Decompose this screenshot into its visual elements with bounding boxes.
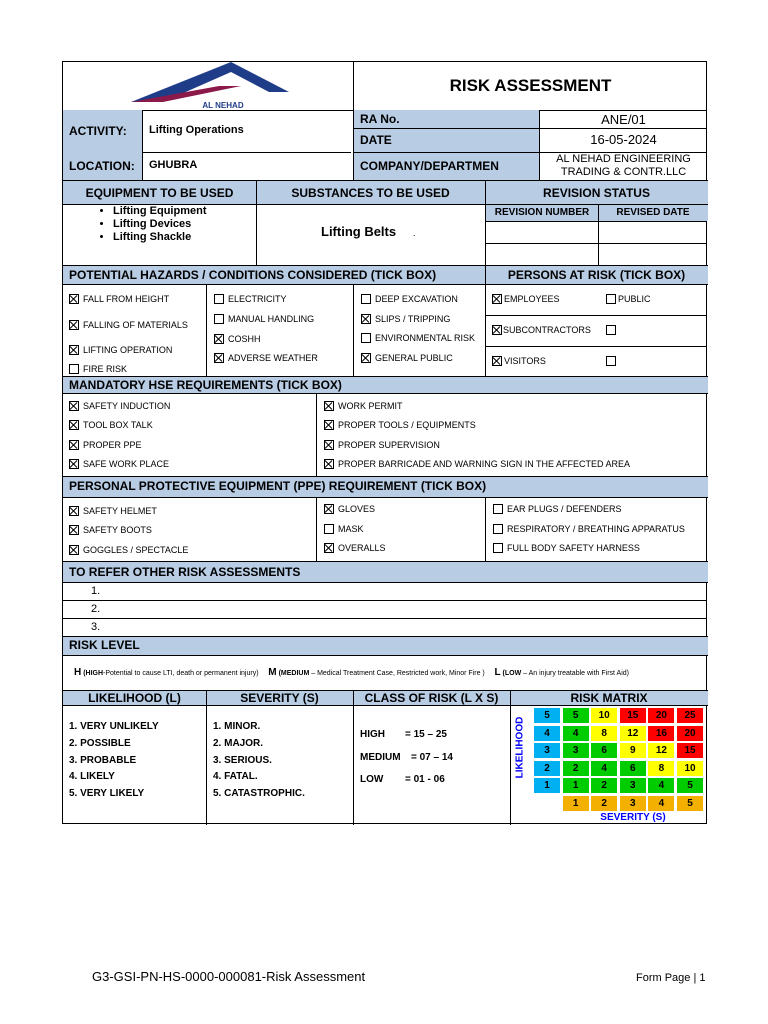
matrix-cell: 2	[562, 760, 590, 777]
company-label: COMPANY/DEPARTMEN	[360, 159, 499, 173]
person-checkbox-item[interactable]: EMPLOYEES	[492, 294, 560, 304]
matrix-cell: 8	[647, 760, 675, 777]
matrix-likelihood-cell: 3	[533, 742, 561, 759]
matrix-cell: 8	[590, 725, 618, 742]
matrix-cell: 9	[619, 742, 647, 759]
company-value-line1: AL NEHAD ENGINEERING	[556, 153, 691, 165]
ppe-checkbox-item[interactable]: MASK	[324, 524, 364, 534]
matrix-cell: 15	[676, 742, 704, 759]
checkbox[interactable]	[214, 334, 224, 344]
ra-no-value: ANE/01	[601, 112, 646, 127]
checkbox[interactable]	[492, 294, 502, 304]
matrix-likelihood-cell: 5	[533, 707, 561, 724]
likelihood-item: 3. PROBABLE	[69, 755, 137, 766]
matrix-cell: 3	[562, 742, 590, 759]
checkbox[interactable]	[492, 325, 502, 335]
revised-date-label: REVISED DATE	[616, 207, 690, 218]
checkbox[interactable]	[493, 524, 503, 534]
hazard-checkbox-item[interactable]: FIRE RISK	[69, 364, 127, 374]
risk-level-heading: RISK LEVEL	[69, 638, 140, 652]
refer-item: 1.	[91, 585, 101, 597]
mandatory-checkbox-item[interactable]: TOOL BOX TALK	[69, 420, 153, 430]
checkbox[interactable]	[361, 353, 371, 363]
matrix-cell: 16	[647, 725, 675, 742]
checkbox[interactable]	[69, 440, 79, 450]
severity-item: 4. FATAL.	[213, 771, 258, 782]
checkbox[interactable]	[69, 320, 79, 330]
class-range: = 07 – 14	[411, 752, 453, 763]
checkbox[interactable]	[324, 459, 334, 469]
checkbox[interactable]	[324, 420, 334, 430]
equipment-list	[91, 205, 206, 244]
matrix-y-axis-label: LIKELIHOOD	[514, 716, 526, 779]
company-value-line2: TRADING & CONTR.LLC	[560, 166, 687, 178]
ra-no-label: RA No.	[360, 112, 400, 126]
hazard-checkbox-item[interactable]: MANUAL HANDLING	[214, 314, 314, 324]
checkbox[interactable]	[361, 314, 371, 324]
company-logo	[123, 60, 291, 110]
risk-level-legend: H (HIGH-Potential to cause LTI, death or permanent injury) M (MEDIUM – Medical Treatment Case, Restricted work, Minor Fire ) L (LOW – An injury treatable with First Aid)	[74, 667, 629, 678]
matrix-cell: 2	[590, 777, 618, 794]
checkbox[interactable]	[493, 504, 503, 514]
substances-mark: .	[413, 228, 416, 238]
checkbox[interactable]	[69, 401, 79, 411]
mandatory-checkbox-item[interactable]: SAFETY INDUCTION	[69, 401, 170, 411]
matrix-heading: RISK MATRIX	[570, 691, 648, 705]
hazard-checkbox-item[interactable]: ADVERSE WEATHER	[214, 353, 318, 363]
activity-label: ACTIVITY:	[69, 124, 127, 138]
substances-value: Lifting Belts	[321, 224, 397, 239]
hazard-checkbox-item[interactable]: FALL FROM HEIGHT	[69, 294, 169, 304]
checkbox[interactable]	[69, 525, 79, 535]
checkbox[interactable]	[606, 294, 616, 304]
refer-item: 2.	[91, 603, 101, 615]
activity-value: Lifting Operations	[149, 124, 244, 136]
hazard-checkbox-item[interactable]: COSHH	[214, 334, 261, 344]
ppe-checkbox-item[interactable]: GOGGLES / SPECTACLE	[69, 545, 188, 555]
checkbox[interactable]	[69, 459, 79, 469]
matrix-cell: 5	[676, 777, 704, 794]
persons-heading: PERSONS AT RISK (TICK BOX)	[507, 268, 686, 282]
matrix-cell: 20	[647, 707, 675, 724]
person-checkbox-item[interactable]	[606, 356, 620, 366]
checkbox[interactable]	[214, 353, 224, 363]
location-label: LOCATION:	[69, 159, 135, 173]
matrix-cell: 10	[676, 760, 704, 777]
class-range: = 15 – 25	[405, 729, 447, 740]
class-name: HIGH	[360, 729, 385, 740]
severity-item: 1. MINOR.	[213, 721, 261, 732]
checkbox[interactable]	[324, 401, 334, 411]
matrix-cell: 4	[590, 760, 618, 777]
hazard-checkbox-item[interactable]: DEEP EXCAVATION	[361, 294, 458, 304]
matrix-cell: 3	[619, 777, 647, 794]
ppe-checkbox-item[interactable]: EAR PLUGS / DEFENDERS	[493, 504, 622, 514]
matrix-cell: 10	[590, 707, 618, 724]
checkbox[interactable]	[324, 440, 334, 450]
matrix-cell: 5	[562, 707, 590, 724]
person-checkbox-item[interactable]	[606, 325, 620, 335]
checkbox[interactable]	[214, 294, 224, 304]
equipment-item: • Lifting Shackle	[113, 231, 206, 244]
hazard-checkbox-item[interactable]: FALLING OF MATERIALS	[69, 320, 188, 330]
mandatory-heading: MANDATORY HSE REQUIREMENTS (TICK BOX)	[69, 378, 342, 392]
matrix-cell: 1	[562, 777, 590, 794]
checkbox[interactable]	[69, 364, 79, 374]
mandatory-checkbox-item[interactable]: SAFE WORK PLACE	[69, 459, 169, 469]
risk-matrix	[533, 707, 705, 812]
ppe-checkbox-item[interactable]: SAFETY BOOTS	[69, 525, 152, 535]
matrix-cell: 25	[676, 707, 704, 724]
severity-item: 3. SERIOUS.	[213, 755, 272, 766]
mandatory-checkbox-item[interactable]: PROPER TOOLS / EQUIPMENTS	[324, 420, 476, 430]
checkbox[interactable]	[324, 543, 334, 553]
logo-text: AL NEHAD	[202, 101, 244, 110]
checkbox[interactable]	[493, 543, 503, 553]
checkbox[interactable]	[606, 356, 616, 366]
footer-doc-ref: G3-GSI-PN-HS-0000-000081-Risk Assessment	[92, 969, 366, 984]
checkbox[interactable]	[69, 545, 79, 555]
likelihood-item: 1. VERY UNLIKELY	[69, 721, 159, 732]
revision-heading: REVISION STATUS	[543, 186, 650, 200]
substances-heading: SUBSTANCES TO BE USED	[291, 186, 450, 200]
refer-heading: TO REFER OTHER RISK ASSESSMENTS	[69, 565, 301, 579]
matrix-likelihood-cell: 1	[533, 777, 561, 794]
checkbox[interactable]	[69, 506, 79, 516]
ppe-heading: PERSONAL PROTECTIVE EQUIPMENT (PPE) REQUIREMENT (TICK BOX)	[69, 479, 487, 493]
matrix-cell: 15	[619, 707, 647, 724]
checkbox[interactable]	[492, 356, 502, 366]
likelihood-item: 5. VERY LIKELY	[69, 788, 145, 799]
mandatory-checkbox-item[interactable]: PROPER PPE	[69, 440, 142, 450]
hazards-heading: POTENTIAL HAZARDS / CONDITIONS CONSIDERED (TICK BOX)	[69, 268, 437, 282]
hazard-checkbox-item[interactable]: GENERAL PUBLIC	[361, 353, 453, 363]
severity-heading: SEVERITY (S)	[240, 691, 319, 705]
ppe-checkbox-item[interactable]: OVERALLS	[324, 543, 386, 553]
checkbox[interactable]	[606, 325, 616, 335]
date-value: 16-05-2024	[590, 132, 657, 147]
severity-item: 5. CATASTROPHIC.	[213, 788, 305, 799]
class-range: = 01 - 06	[405, 774, 445, 785]
checkbox[interactable]	[69, 345, 79, 355]
likelihood-item: 4. LIKELY	[69, 771, 115, 782]
checkbox[interactable]	[324, 504, 334, 514]
matrix-likelihood-cell: 2	[533, 760, 561, 777]
matrix-severity-cell: 1	[562, 795, 590, 812]
matrix-severity-cell: 5	[676, 795, 704, 812]
matrix-cell: 6	[590, 742, 618, 759]
hazard-checkbox-item[interactable]: SLIPS / TRIPPING	[361, 314, 450, 324]
mandatory-checkbox-item[interactable]: WORK PERMIT	[324, 401, 403, 411]
person-checkbox-item[interactable]: VISITORS	[492, 356, 546, 366]
date-label: DATE	[360, 133, 392, 147]
equipment-item: • Lifting Equipment	[113, 205, 206, 218]
class-heading: CLASS OF RISK (L X S)	[364, 691, 499, 705]
matrix-cell: 12	[647, 742, 675, 759]
footer-page: Form Page | 1	[636, 972, 706, 984]
matrix-severity-cell: 2	[590, 795, 618, 812]
checkbox[interactable]	[69, 420, 79, 430]
hazard-checkbox-item[interactable]: ENVIRONMENTAL RISK	[361, 333, 475, 343]
ppe-checkbox-item[interactable]: SAFETY HELMET	[69, 506, 157, 516]
checkbox[interactable]	[361, 333, 371, 343]
mandatory-checkbox-item[interactable]: PROPER BARRICADE AND WARNING SIGN IN THE AFFECTED AREA	[324, 459, 630, 469]
person-checkbox-item[interactable]: PUBLIC	[606, 294, 651, 304]
ppe-checkbox-item[interactable]: GLOVES	[324, 504, 375, 514]
location-value: GHUBRA	[149, 159, 198, 171]
equipment-heading: EQUIPMENT TO BE USED	[85, 186, 234, 200]
matrix-x-axis-label: SEVERITY (S)	[600, 812, 666, 823]
class-name: MEDIUM	[360, 752, 401, 763]
refer-item: 3.	[91, 621, 101, 633]
ppe-checkbox-item[interactable]: RESPIRATORY / BREATHING APPARATUS	[493, 524, 685, 534]
matrix-cell: 20	[676, 725, 704, 742]
matrix-cell: 4	[562, 725, 590, 742]
page-title: RISK ASSESSMENT	[449, 76, 612, 95]
matrix-severity-cell: 4	[647, 795, 675, 812]
mandatory-checkbox-item[interactable]: PROPER SUPERVISION	[324, 440, 440, 450]
hazard-checkbox-item[interactable]: LIFTING OPERATION	[69, 345, 172, 355]
matrix-cell: 4	[647, 777, 675, 794]
revision-number-label: REVISION NUMBER	[494, 207, 590, 218]
equipment-item: • Lifting Devices	[113, 218, 206, 231]
checkbox[interactable]	[324, 524, 334, 534]
person-checkbox-item[interactable]: SUBCONTRACTORS	[492, 325, 591, 335]
checkbox[interactable]	[69, 294, 79, 304]
class-name: LOW	[360, 774, 384, 785]
likelihood-heading: LIKELIHOOD (L)	[88, 691, 181, 705]
ppe-checkbox-item[interactable]: FULL BODY SAFETY HARNESS	[493, 543, 640, 553]
likelihood-item: 2. POSSIBLE	[69, 738, 131, 749]
matrix-cell: 12	[619, 725, 647, 742]
matrix-cell: 6	[619, 760, 647, 777]
hazard-checkbox-item[interactable]: ELECTRICITY	[214, 294, 287, 304]
checkbox[interactable]	[361, 294, 371, 304]
matrix-severity-cell: 3	[619, 795, 647, 812]
checkbox[interactable]	[214, 314, 224, 324]
severity-item: 2. MAJOR.	[213, 738, 264, 749]
risk-assessment-form	[62, 61, 707, 824]
matrix-likelihood-cell: 4	[533, 725, 561, 742]
